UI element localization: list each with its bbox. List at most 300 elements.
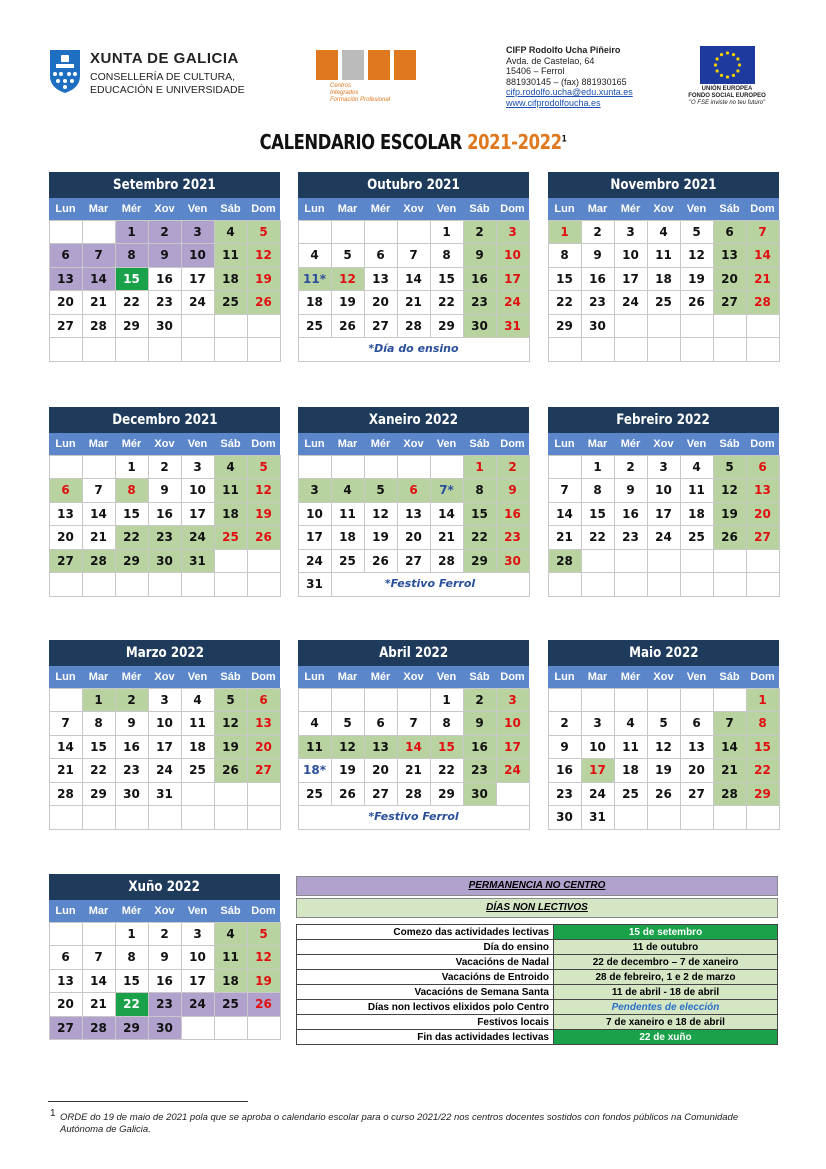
day-cell: 24 [496, 290, 530, 315]
key-date-label: Vacacións de Entroido [297, 970, 554, 985]
school-address-1: Avda. de Castelao, 64 [506, 55, 595, 66]
day-cell [614, 314, 648, 339]
department-line-1: CONSELLERÍA DE CULTURA, [90, 71, 236, 83]
day-cell: 14 [548, 502, 582, 527]
day-cell: 31 [148, 782, 182, 807]
day-cell: 7 [713, 711, 747, 736]
weekday-label: Sáb [469, 203, 490, 215]
key-date-row [297, 1030, 778, 1045]
day-cell: 7 [82, 478, 116, 503]
day-cell: 21 [49, 758, 83, 783]
weekday-label: Mar [88, 438, 109, 450]
weekday-label: Xov [154, 438, 175, 450]
day-cell: 26 [214, 758, 248, 783]
day-cell: 2 [614, 455, 648, 480]
day-cell: 30 [148, 314, 182, 339]
day-cell: 8 [581, 478, 615, 503]
day-cell: 11* [298, 267, 332, 292]
day-cell: 9 [614, 478, 648, 503]
day-cell: 3 [181, 922, 215, 947]
eu-star-icon [716, 57, 719, 60]
days-grid [49, 688, 280, 829]
day-cell [364, 688, 398, 713]
weekday-header [298, 666, 529, 688]
day-cell: 15 [548, 267, 582, 292]
day-cell: 1 [746, 688, 780, 713]
day-cell: 1 [463, 455, 497, 480]
day-cell: 13 [247, 711, 281, 736]
day-cell: 11 [181, 711, 215, 736]
day-cell: 8 [115, 243, 149, 268]
day-cell: 26 [331, 314, 365, 339]
weekday-label: Ven [686, 671, 707, 683]
day-cell: 20 [49, 290, 83, 315]
weekday-header [298, 198, 529, 220]
key-dates-table [296, 924, 778, 1045]
day-cell [746, 314, 780, 339]
day-cell: 7 [548, 478, 582, 503]
day-cell: 11 [214, 945, 248, 970]
weekday-label: Mar [88, 203, 109, 215]
weekday-label: Mér [370, 438, 391, 450]
month-title [49, 172, 280, 198]
day-cell: 25 [214, 525, 248, 550]
day-cell [181, 782, 215, 807]
month-calendar [49, 874, 280, 1040]
day-cell [82, 922, 116, 947]
weekday-header [548, 433, 779, 455]
legend-permanencia: PERMANENCIA NO CENTRO [296, 876, 778, 896]
weekday-label: Dom [251, 671, 276, 683]
weekday-label: Mar [88, 905, 109, 917]
day-cell: 19 [247, 969, 281, 994]
day-cell [49, 455, 83, 480]
day-cell: 22 [82, 758, 116, 783]
day-cell: 13 [49, 502, 83, 527]
legend [296, 876, 778, 1045]
day-cell: 25 [214, 290, 248, 315]
key-date-value: 11 de outubro [554, 940, 778, 955]
weekday-label: Sáb [220, 671, 241, 683]
day-cell: 3 [496, 220, 530, 245]
day-cell [247, 549, 281, 574]
day-cell [82, 572, 116, 597]
day-cell: 19 [364, 525, 398, 550]
day-cell: 21 [82, 525, 116, 550]
day-cell [115, 805, 149, 830]
day-cell: 5 [680, 220, 714, 245]
day-cell [49, 337, 83, 362]
day-cell: 12 [247, 945, 281, 970]
day-cell: 6 [680, 711, 714, 736]
day-cell: 5 [247, 922, 281, 947]
day-cell: 11 [214, 243, 248, 268]
day-cell: 20 [364, 758, 398, 783]
day-cell: 16 [115, 735, 149, 760]
day-cell: 26 [247, 992, 281, 1017]
day-cell: 11 [647, 243, 681, 268]
weekday-label: Xov [653, 203, 674, 215]
day-cell [364, 220, 398, 245]
day-cell [680, 337, 714, 362]
day-cell [581, 572, 615, 597]
day-cell: 23 [148, 525, 182, 550]
month-title [548, 640, 779, 666]
weekday-label: Mér [620, 203, 641, 215]
day-cell: 22 [746, 758, 780, 783]
key-date-row [297, 1015, 778, 1030]
day-cell: 23 [548, 782, 582, 807]
day-cell: 14 [397, 735, 431, 760]
day-cell [680, 549, 714, 574]
day-cell: 6 [49, 243, 83, 268]
day-cell: 4 [680, 455, 714, 480]
day-cell: 9 [115, 711, 149, 736]
day-cell: 28 [548, 549, 582, 574]
day-cell: 3 [148, 688, 182, 713]
weekday-label: Lun [55, 671, 76, 683]
day-cell [214, 572, 248, 597]
day-cell: 15 [430, 735, 464, 760]
day-cell: 20 [364, 290, 398, 315]
day-cell: 25 [680, 525, 714, 550]
xunta-department [90, 71, 250, 97]
day-cell: 30 [463, 314, 497, 339]
day-cell: 6 [364, 243, 398, 268]
day-cell: 5 [647, 711, 681, 736]
day-cell: 23 [463, 758, 497, 783]
day-cell [581, 688, 615, 713]
day-cell: 2 [463, 220, 497, 245]
day-cell: 25 [647, 290, 681, 315]
day-cell: 17 [181, 969, 215, 994]
weekday-label: Lun [55, 905, 76, 917]
day-cell: 21 [397, 758, 431, 783]
day-cell [581, 337, 615, 362]
eu-slogan: "O FSE inviste no teu futuro" [688, 100, 766, 106]
day-cell: 4 [214, 220, 248, 245]
weekday-label: Dom [251, 438, 276, 450]
days-grid [548, 688, 779, 829]
day-cell: 1 [430, 688, 464, 713]
day-cell: 13 [364, 735, 398, 760]
day-cell: 5 [247, 455, 281, 480]
day-cell: 15 [115, 267, 149, 292]
day-cell: 24 [148, 758, 182, 783]
eu-star-icon [726, 75, 729, 78]
day-cell: 30 [581, 314, 615, 339]
day-cell: 30 [148, 549, 182, 574]
month-name: Maio 2022 [628, 645, 699, 661]
day-cell: 23 [463, 290, 497, 315]
day-cell: 26 [331, 782, 365, 807]
month-name: Abril 2022 [378, 645, 449, 661]
day-cell: 7 [397, 243, 431, 268]
day-cell [49, 922, 83, 947]
day-cell [214, 314, 248, 339]
day-cell [247, 314, 281, 339]
day-cell: 2 [148, 220, 182, 245]
weekday-label: Xov [154, 671, 175, 683]
month-name: Setembro 2021 [113, 177, 216, 193]
day-cell: 9 [148, 478, 182, 503]
day-cell: 10 [181, 945, 215, 970]
day-cell [680, 572, 714, 597]
day-cell: 7* [430, 478, 464, 503]
day-cell: 28 [713, 782, 747, 807]
day-cell: 18 [214, 267, 248, 292]
days-grid [298, 220, 529, 361]
day-cell: 17 [181, 267, 215, 292]
day-cell: 14 [713, 735, 747, 760]
weekday-label: Lun [304, 438, 325, 450]
school-address-2: 15406 – Ferrol [506, 66, 565, 76]
weekday-label: Sáb [469, 671, 490, 683]
weekday-label: Xov [653, 438, 674, 450]
month-calendar [298, 407, 529, 596]
day-cell: 27 [680, 782, 714, 807]
day-cell [364, 455, 398, 480]
day-cell [548, 688, 582, 713]
weekday-label: Dom [500, 203, 525, 215]
day-cell: 28 [746, 290, 780, 315]
day-cell: 20 [397, 525, 431, 550]
key-date-value: Pendentes de elección [554, 1000, 778, 1015]
day-cell: 1 [115, 220, 149, 245]
day-cell: 22 [581, 525, 615, 550]
eu-star-icon [732, 74, 735, 77]
day-cell: 19 [680, 267, 714, 292]
day-cell [397, 220, 431, 245]
key-date-value: 15 de setembro [554, 925, 778, 940]
weekday-label: Ven [686, 203, 707, 215]
day-cell [647, 314, 681, 339]
day-cell [548, 455, 582, 480]
day-cell: 15 [115, 969, 149, 994]
day-cell: 29 [82, 782, 116, 807]
day-cell [647, 572, 681, 597]
day-cell: 9 [148, 945, 182, 970]
day-cell: 16 [463, 267, 497, 292]
day-cell: 1 [115, 922, 149, 947]
weekday-label: Lun [554, 203, 575, 215]
day-cell: 2 [463, 688, 497, 713]
weekday-header [548, 666, 779, 688]
weekday-label: Ven [686, 438, 707, 450]
day-cell: 9 [581, 243, 615, 268]
day-cell [49, 572, 83, 597]
day-cell: 26 [247, 290, 281, 315]
day-cell: 1 [430, 220, 464, 245]
day-cell [214, 337, 248, 362]
day-cell: 27 [49, 549, 83, 574]
day-cell [298, 220, 332, 245]
month-name: Outubro 2021 [367, 177, 460, 193]
eu-star-icon [716, 69, 719, 72]
cifp-logo [316, 48, 424, 103]
day-cell [713, 549, 747, 574]
day-cell [247, 1016, 281, 1041]
day-cell: 5 [247, 220, 281, 245]
day-cell: 14 [82, 267, 116, 292]
day-cell [713, 688, 747, 713]
key-date-label: Día do ensino [297, 940, 554, 955]
day-cell: 24 [496, 758, 530, 783]
footnote [50, 1108, 776, 1136]
weekday-label: Ven [187, 203, 208, 215]
day-cell: 17 [496, 267, 530, 292]
day-cell: 14 [82, 502, 116, 527]
month-title [548, 407, 779, 433]
day-cell: 2 [148, 455, 182, 480]
day-cell: 2 [148, 922, 182, 947]
day-cell: 8 [430, 243, 464, 268]
day-cell [548, 572, 582, 597]
month-name: Febreiro 2022 [616, 412, 711, 428]
weekday-label: Sáb [719, 438, 740, 450]
day-cell: 16 [581, 267, 615, 292]
day-cell: 21 [430, 525, 464, 550]
day-cell: 25 [331, 549, 365, 574]
calendar-note: *Festivo Ferrol [331, 572, 530, 597]
day-cell: 22 [115, 290, 149, 315]
month-calendar [548, 172, 779, 361]
day-cell: 7 [49, 711, 83, 736]
weekday-label: Xov [403, 203, 424, 215]
day-cell [49, 805, 83, 830]
day-cell: 4 [647, 220, 681, 245]
day-cell [713, 805, 747, 830]
school-phone: 881930145 – (fax) 881930165 [506, 76, 627, 87]
day-cell: 3 [181, 455, 215, 480]
day-cell: 13 [713, 243, 747, 268]
day-cell: 27 [364, 314, 398, 339]
day-cell [548, 337, 582, 362]
day-cell [746, 805, 780, 830]
day-cell: 14 [430, 502, 464, 527]
days-grid [298, 688, 529, 829]
day-cell: 24 [298, 549, 332, 574]
day-cell [614, 337, 648, 362]
day-cell: 7 [397, 711, 431, 736]
weekday-label: Lun [304, 203, 325, 215]
key-date-row [297, 970, 778, 985]
day-cell: 23 [115, 758, 149, 783]
day-cell: 28 [397, 782, 431, 807]
month-title [548, 172, 779, 198]
day-cell: 15 [581, 502, 615, 527]
day-cell: 11 [331, 502, 365, 527]
day-cell: 31 [496, 314, 530, 339]
cifp-caption-1: Centros [330, 83, 352, 89]
day-cell: 17 [181, 502, 215, 527]
day-cell [713, 572, 747, 597]
day-cell: 28 [430, 549, 464, 574]
weekday-header [548, 198, 779, 220]
day-cell [614, 688, 648, 713]
day-cell: 13 [49, 267, 83, 292]
day-cell: 13 [397, 502, 431, 527]
day-cell [713, 337, 747, 362]
day-cell: 3 [181, 220, 215, 245]
day-cell: 16 [496, 502, 530, 527]
weekday-label: Mér [121, 905, 142, 917]
month-calendar [298, 172, 529, 361]
cifp-caption-3: Formación Profesional [330, 97, 391, 103]
day-cell [680, 688, 714, 713]
day-cell: 28 [82, 314, 116, 339]
weekday-label: Sáb [719, 671, 740, 683]
key-date-value: 22 de xuño [554, 1030, 778, 1045]
weekday-label: Ven [187, 671, 208, 683]
eu-star-icon [736, 57, 739, 60]
day-cell [581, 549, 615, 574]
day-cell [647, 337, 681, 362]
day-cell [614, 549, 648, 574]
days-grid [49, 220, 280, 361]
day-cell: 22 [115, 525, 149, 550]
day-cell: 2 [115, 688, 149, 713]
day-cell: 8 [430, 711, 464, 736]
weekday-label: Xov [653, 671, 674, 683]
weekday-label: Xov [154, 203, 175, 215]
day-cell: 7 [82, 243, 116, 268]
day-cell: 29 [115, 314, 149, 339]
day-cell [214, 549, 248, 574]
day-cell: 28 [49, 782, 83, 807]
day-cell [82, 805, 116, 830]
day-cell: 6 [713, 220, 747, 245]
month-name: Decembro 2021 [111, 412, 218, 428]
day-cell: 5 [331, 711, 365, 736]
day-cell [746, 549, 780, 574]
day-cell: 29 [115, 1016, 149, 1041]
day-cell [82, 455, 116, 480]
day-cell: 19 [713, 502, 747, 527]
day-cell: 26 [247, 525, 281, 550]
school-email-link[interactable]: cifp.rodolfo.ucha@edu.xunta.es [506, 87, 633, 97]
day-cell: 2 [581, 220, 615, 245]
day-cell: 26 [364, 549, 398, 574]
eu-line-2: FONDO SOCIAL EUROPEO [688, 93, 766, 99]
day-cell [298, 455, 332, 480]
day-cell [430, 455, 464, 480]
weekday-label: Dom [750, 203, 775, 215]
day-cell: 2 [548, 711, 582, 736]
day-cell [214, 782, 248, 807]
day-cell: 17 [148, 735, 182, 760]
day-cell: 8 [115, 478, 149, 503]
day-cell [247, 337, 281, 362]
day-cell: 29 [463, 549, 497, 574]
weekday-label: Sáb [220, 905, 241, 917]
day-cell: 25 [298, 314, 332, 339]
weekday-label: Lun [55, 203, 76, 215]
day-cell: 12 [364, 502, 398, 527]
day-cell [82, 337, 116, 362]
weekday-label: Dom [500, 438, 525, 450]
school-web-link[interactable]: www.cifprodolfoucha.es [506, 97, 601, 108]
day-cell: 21 [82, 992, 116, 1017]
legend-non-lectivos: DÍAS NON LECTIVOS [296, 898, 778, 918]
day-cell [680, 314, 714, 339]
day-cell [49, 220, 83, 245]
day-cell [247, 782, 281, 807]
weekday-label: Mar [337, 671, 358, 683]
day-cell: 20 [247, 735, 281, 760]
day-cell: 12 [331, 267, 365, 292]
day-cell: 16 [148, 969, 182, 994]
